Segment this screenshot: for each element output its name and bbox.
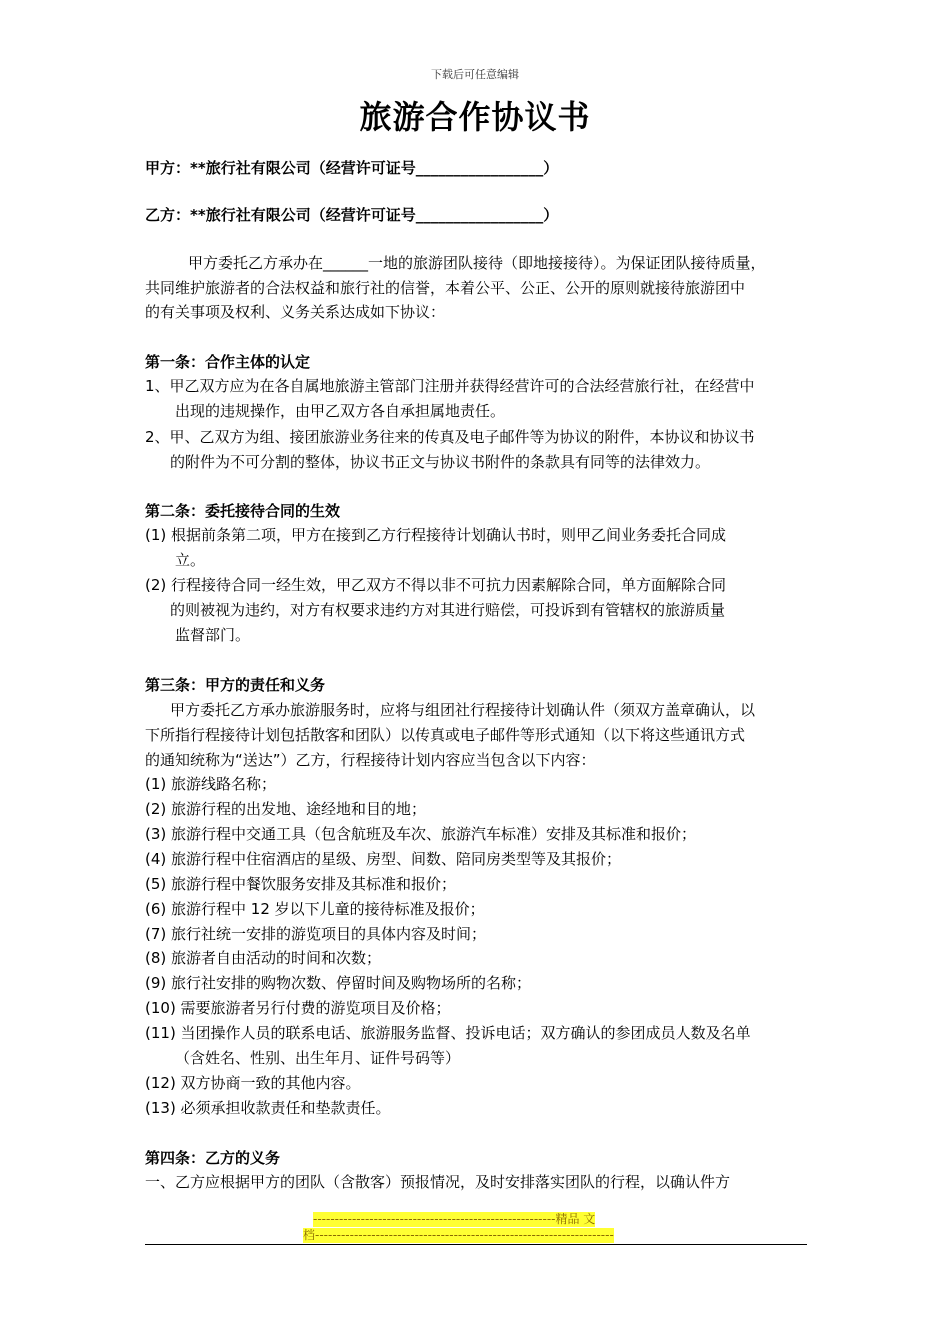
footer-banner-line2: 档--------------------------------------------------------------------- bbox=[303, 1228, 614, 1242]
article3-item: (2) 旅游行程的出发地、途经地和目的地； bbox=[145, 800, 427, 818]
article1-item2-line1: 2、甲、乙双方为组、接团旅游业务往来的传真及电子邮件等为协议的附件，本协议和协议书 bbox=[145, 428, 755, 446]
article3-item: (6) 旅游行程中 12 岁以下儿童的接待标准及报价； bbox=[145, 900, 485, 918]
article2-item1-line2: 立。 bbox=[175, 551, 206, 569]
footer-rule bbox=[145, 1244, 807, 1245]
article3-item: (12) 双方协商一致的其他内容。 bbox=[145, 1074, 361, 1092]
article4-item1: 一、乙方应根据甲方的团队（含散客）预报情况，及时安排落实团队的行程，以确认件方 bbox=[145, 1173, 731, 1191]
article3-item: (9) 旅行社安排的购物次数、停留时间及购物场所的名称； bbox=[145, 974, 532, 992]
article1-heading: 第一条：合作主体的认定 bbox=[145, 353, 311, 371]
article3-para-line1: 甲方委托乙方承办旅游服务时，应将与组团社行程接待计划确认件（须双方盖章确认，以 bbox=[170, 701, 756, 719]
party-b-line: 乙方：**旅行社有限公司（经营许可证号_________________） bbox=[145, 206, 559, 224]
article1-item1-line2: 出现的违规操作，由甲乙双方各自承担属地责任。 bbox=[175, 402, 506, 420]
article1-item2-line2: 的附件为不可分割的整体，协议书正文与协议书附件的条款具有同等的法律效力。 bbox=[170, 453, 711, 471]
article2-item1-line1: (1) 根据前条第二项，甲方在接到乙方行程接待计划确认书时，则甲乙间业务委托合同成 bbox=[145, 526, 727, 544]
article3-heading: 第三条：甲方的责任和义务 bbox=[145, 676, 326, 694]
article2-item2-line2: 的则被视为违约，对方有权要求违约方对其进行赔偿，可投诉到有管辖权的旅游质量 bbox=[170, 601, 726, 619]
footer-banner-line1: --------------------------------------------------------精品 文 bbox=[313, 1212, 596, 1226]
intro-line-3: 的有关事项及权利、义务关系达成如下协议： bbox=[145, 303, 446, 321]
article2-item2-line3: 监督部门。 bbox=[175, 626, 251, 644]
article3-item: (3) 旅游行程中交通工具（包含航班及车次、旅游汽车标准）安排及其标准和报价； bbox=[145, 825, 697, 843]
article3-para-line2: 下所指行程接待计划包括散客和团队）以传真或电子邮件等形式通知（以下将这些通讯方式 bbox=[145, 726, 746, 744]
article3-item: (7) 旅行社统一安排的游览项目的具体内容及时间； bbox=[145, 925, 487, 943]
article1-item1-line1: 1、甲乙双方应为在各自属地旅游主管部门注册并获得经营许可的合法经营旅行社，在经营中 bbox=[145, 377, 755, 395]
article3-item: (4) 旅游行程中住宿酒店的星级、房型、间数、陪同房类型等及其报价； bbox=[145, 850, 622, 868]
article2-item2-line1: (2) 行程接待合同一经生效，甲乙双方不得以非不可抗力因素解除合同，单方面解除合同 bbox=[145, 576, 727, 594]
article4-heading: 第四条：乙方的义务 bbox=[145, 1149, 281, 1167]
article3-item: (8) 旅游者自由活动的时间和次数； bbox=[145, 949, 382, 967]
header-note: 下载后可任意编辑 bbox=[431, 68, 519, 81]
article3-item: (11) 当团操作人员的联系电话、旅游服务监督、投诉电话；双方确认的参团成员人数及名单 bbox=[145, 1024, 751, 1042]
article3-item: (10) 需要旅游者另行付费的游览项目及价格； bbox=[145, 999, 451, 1017]
article3-item: (1) 旅游线路名称； bbox=[145, 775, 277, 793]
article3-para-line3: 的通知统称为“送达”）乙方，行程接待计划内容应当包含以下内容： bbox=[145, 751, 596, 769]
intro-line-1: 甲方委托乙方承办在______一地的旅游团队接待（即地接接待）。为保证团队接待质量， bbox=[188, 254, 766, 272]
intro-line-2: 共同维护旅游者的合法权益和旅行社的信誉，本着公平、公正、公开的原则就接待旅游团中 bbox=[145, 279, 746, 297]
article3-item: (5) 旅游行程中餐饮服务安排及其标准和报价； bbox=[145, 875, 457, 893]
party-a-line: 甲方：**旅行社有限公司（经营许可证号_________________） bbox=[145, 159, 559, 177]
article3-item: (13) 必须承担收款责任和垫款责任。 bbox=[145, 1099, 391, 1117]
article3-item-continuation: （含姓名、性别、出生年月、证件号码等） bbox=[175, 1049, 461, 1067]
document-title: 旅游合作协议书 bbox=[359, 98, 591, 136]
article2-heading: 第二条：委托接待合同的生效 bbox=[145, 502, 341, 520]
